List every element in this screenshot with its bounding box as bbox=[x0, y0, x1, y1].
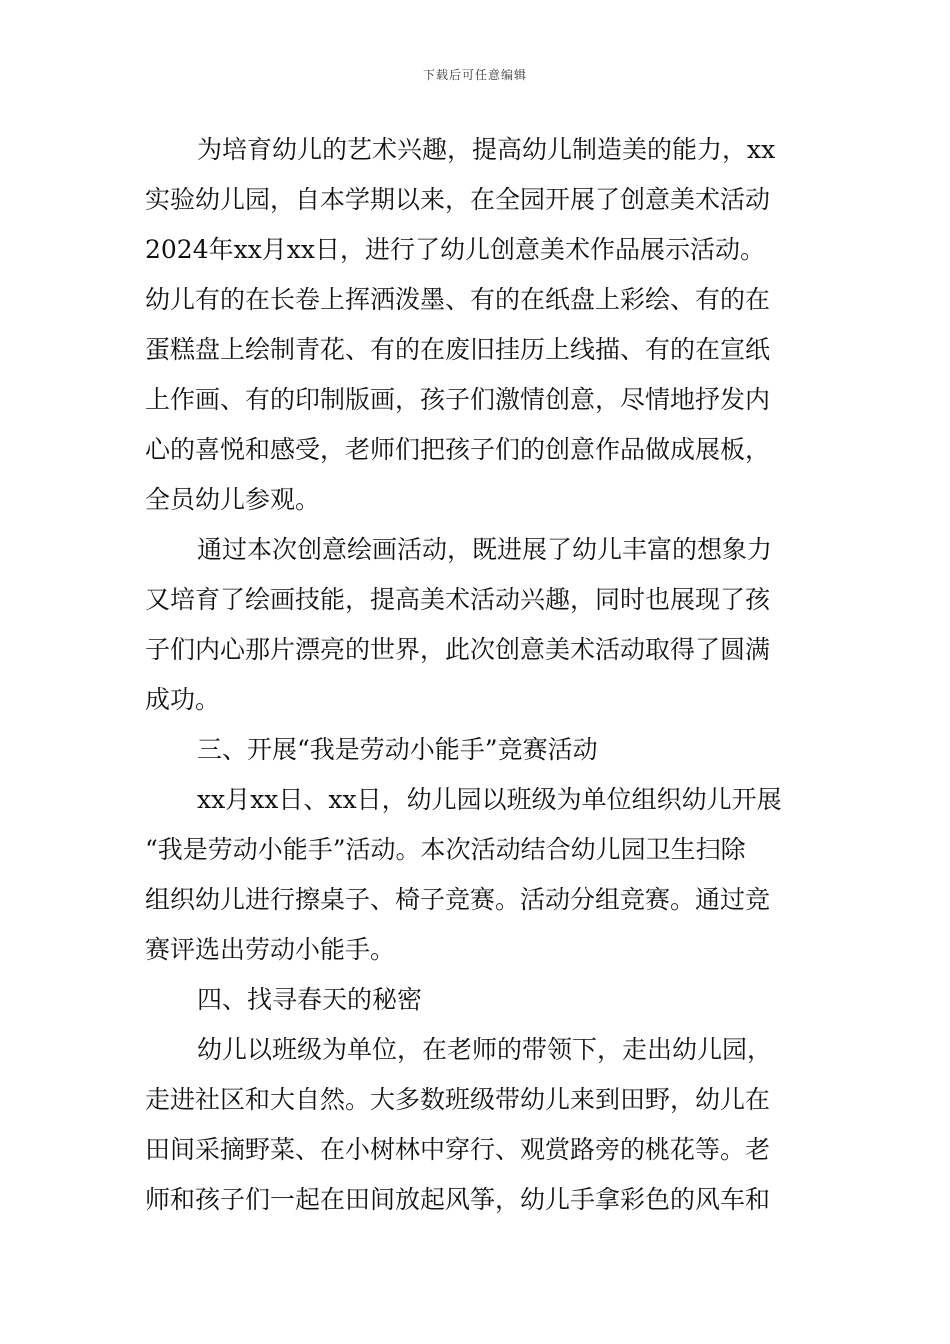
paragraph-line: 蛋糕盘上绘制青花、有的在废旧挂历上线描、有的在宣纸 bbox=[145, 335, 771, 364]
paragraph-line: “我是劳动小能手”活动。本次活动结合幼儿园卫生扫除 bbox=[145, 835, 746, 864]
paragraph-line: 通过本次创意绘画活动，既进展了幼儿丰富的想象力 bbox=[197, 535, 773, 564]
section-heading: 四、找寻春天的秘密 bbox=[197, 985, 423, 1014]
paragraph-line: 心的喜悦和感受，老师们把孩子们的创意作品做成展板， bbox=[145, 435, 771, 464]
document-body bbox=[145, 125, 810, 1225]
header-note: 下载后可任意编辑 bbox=[422, 68, 527, 82]
paragraph-line: 2024年xx月xx日，进行了幼儿创意美术作品展示活动。 bbox=[145, 235, 766, 264]
paragraph-line: 组织幼儿进行擦桌子、椅子竞赛。活动分组竞赛。通过竞 bbox=[145, 885, 771, 914]
paragraph-line: 上作画、有的印制版画，孩子们激情创意，尽情地抒发内 bbox=[145, 385, 771, 414]
paragraph-line: 幼儿有的在长卷上挥洒泼墨、有的在纸盘上彩绘、有的在 bbox=[145, 285, 771, 314]
paragraph-line: 赛评选出劳动小能手。 bbox=[145, 935, 396, 964]
paragraph-line: 子们内心那片漂亮的世界，此次创意美术活动取得了圆满 bbox=[145, 635, 771, 664]
section-heading: 三、开展“我是劳动小能手”竞赛活动 bbox=[197, 735, 598, 764]
paragraph-line: 又培育了绘画技能，提高美术活动兴趣，同时也展现了孩 bbox=[145, 585, 771, 614]
paragraph-line: 田间采摘野菜、在小树林中穿行、观赏路旁的桃花等。老 bbox=[145, 1135, 771, 1164]
paragraph-line: 师和孩子们一起在田间放起风筝，幼儿手拿彩色的风车和 bbox=[145, 1185, 771, 1214]
paragraph-line: 幼儿以班级为单位，在老师的带领下，走出幼儿园， bbox=[197, 1035, 773, 1064]
paragraph-line: 实验幼儿园，自本学期以来，在全园开展了创意美术活动 bbox=[145, 185, 771, 214]
paragraph-line: 为培育幼儿的艺术兴趣，提高幼儿制造美的能力，xx bbox=[197, 135, 776, 164]
paragraph-line: 成功。 bbox=[145, 685, 221, 714]
paragraph-line: xx月xx日、xx日，幼儿园以班级为单位组织幼儿开展 bbox=[197, 785, 782, 814]
paragraph-line: 走进社区和大自然。大多数班级带幼儿来到田野，幼儿在 bbox=[145, 1085, 771, 1114]
paragraph-line: 全员幼儿参观。 bbox=[145, 485, 321, 514]
